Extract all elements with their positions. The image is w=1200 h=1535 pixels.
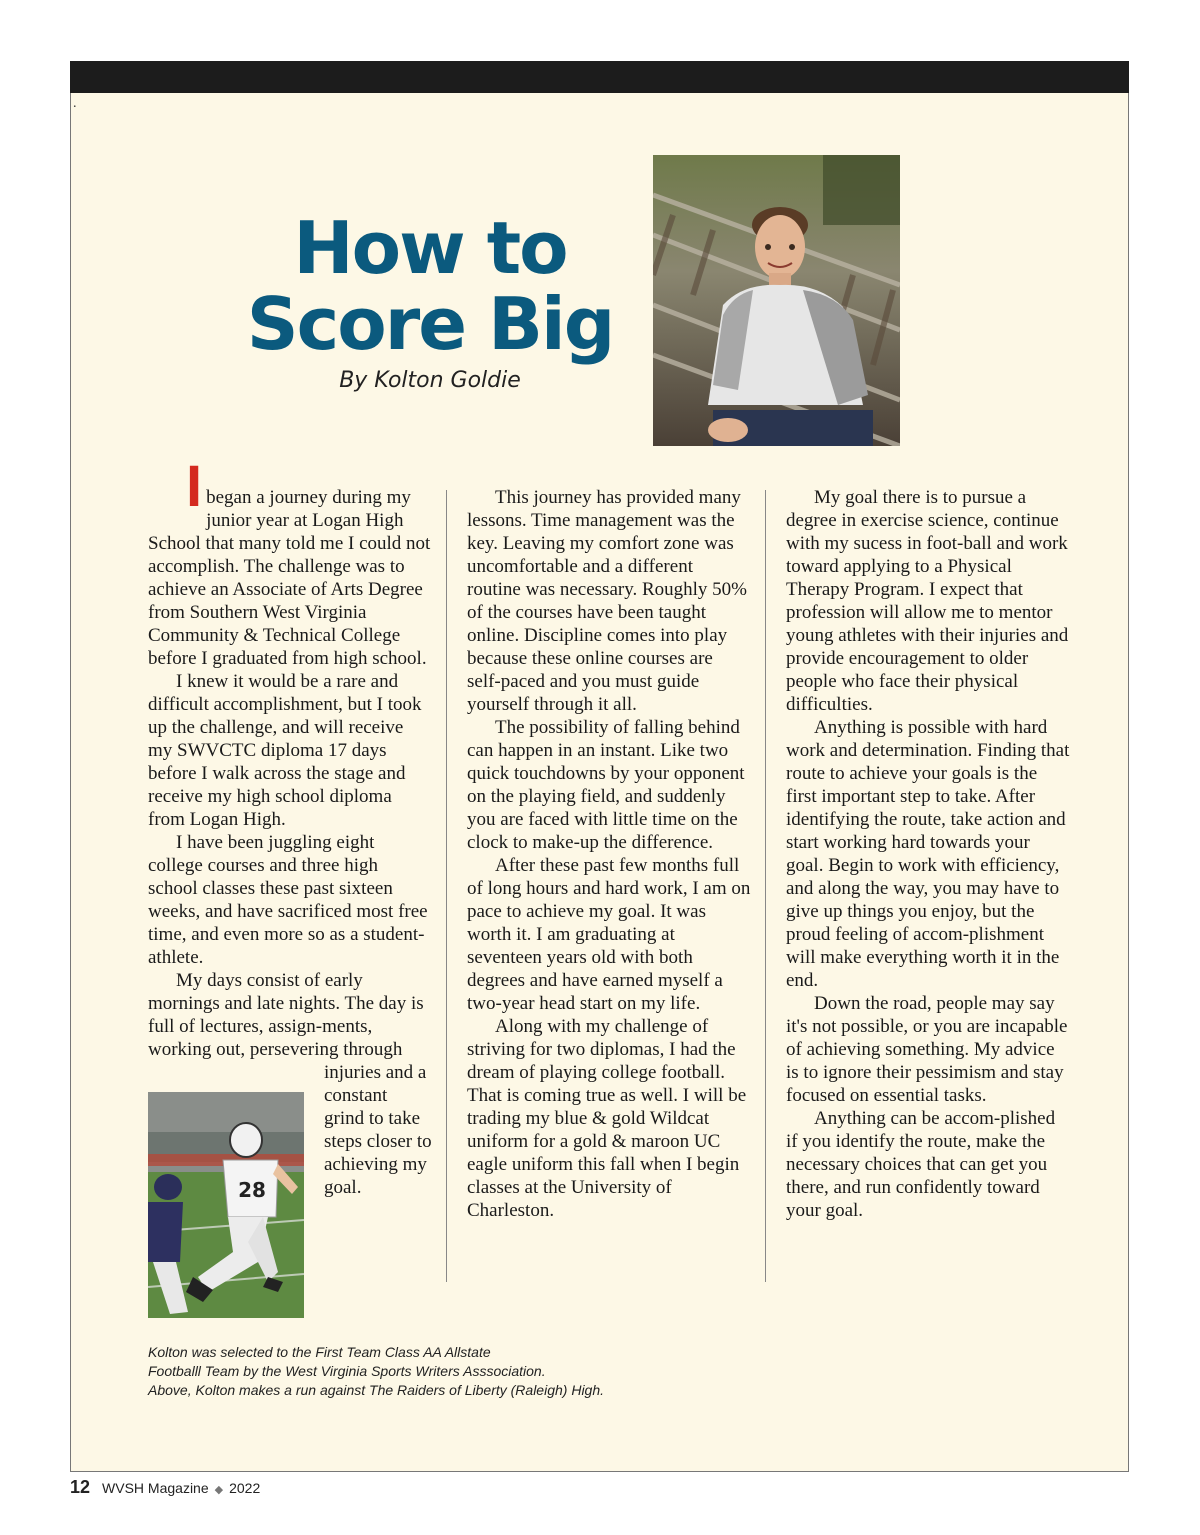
jersey-number: 28 <box>238 1178 266 1202</box>
caption-line: Footballl Team by the West Virginia Sports Writers Asssociation. <box>148 1363 546 1379</box>
header-bar <box>70 61 1129 93</box>
stray-dot: . <box>73 96 77 111</box>
column-rule-2 <box>765 490 766 1282</box>
paragraph: This journey has provided many lessons. Time management was the key. Leaving my comfort zone was uncomfortable and a different routine was necessary. Roughly 50% of the courses have been taught online. Discipline comes into play because these online courses are self-paced and you must guide yourself through it all. <box>467 487 748 715</box>
paragraph-text: began a journey during my junior year at Logan High School that many told me I could not accomplish. The challenge was to achieve an Associate of Arts Degree from Southern West Virginia Community & Technical College before I graduated from high school. <box>148 487 431 669</box>
title-line-2: Score Big <box>246 282 614 366</box>
caption-line: Kolton was selected to the First Team Class AA Allstate <box>148 1344 491 1360</box>
page-footer <box>70 1477 260 1498</box>
publication-year: 2022 <box>229 1480 261 1496</box>
caption-line: Above, Kolton makes a run against The Raiders of Liberty (Raleigh) High. <box>148 1382 605 1398</box>
portrait-photo <box>653 155 900 446</box>
byline: By Kolton Goldie <box>339 368 521 393</box>
paragraph-text: My days consist of early mornings and late nights. The day is full of lectures, assign-ments, working out, persevering <box>148 970 424 1060</box>
title-line-1: How to <box>293 206 567 290</box>
paragraph <box>148 454 432 670</box>
paragraph: Down the road, people may say it's not possible, or you are incapable of achieving something. My advice is to ignore their pessimism and stay focused on essential tasks. <box>786 993 1068 1106</box>
paragraph: My goal there is to pursue a degree in exercise science, continue with my sucess in foot-ball and work toward applying to a Physical Therapy Program. I expect that profession will allow me to mentor young athletes with their injuries and provide encouragement to older people who face their physical difficulties. <box>786 487 1069 715</box>
paragraph: Along with my challenge of striving for two diplomas, I had the dream of playing college football. That is coming true as well. I will be trading my blue & gold Wildcat uniform for a gold & maroon UC eagle uniform this fall when I begin classes at the University of Charleston. <box>467 1016 747 1221</box>
publication-name: WVSH Magazine <box>102 1480 209 1496</box>
diamond-icon: ◆ <box>214 1484 224 1496</box>
paragraph: I knew it would be a rare and difficult accomplishment, but I took up the challenge, and will receive my SWVCTC diploma 17 days before I walk across the stage and receive my high school diploma from Logan High. <box>148 671 422 830</box>
paragraph: After these past few months full of long hours and hard work, I am on pace to achieve my goal. It was worth it. I am graduating at seventeen years old with both degrees and have earned myself a two-year head start on my life. <box>467 855 751 1014</box>
photo-caption <box>148 1343 848 1400</box>
drop-cap: I <box>186 454 203 519</box>
paragraph-text-continued: through injuries and a constant grind to take steps closer to achieving my goal. <box>324 1039 432 1198</box>
paragraph: Anything can be accom-plished if you identify the route, make the necessary choices that can get you there, and run confidently toward your goal. <box>786 1108 1056 1221</box>
article-column-2 <box>467 486 751 1222</box>
paragraph: I have been juggling eight college courses and three high school classes these past sixteen weeks, and have sacrificed most free time, and even more so as a student-athlete. <box>148 832 428 968</box>
page-number: 12 <box>70 1477 91 1497</box>
football-action-photo <box>148 1092 304 1318</box>
article-title <box>240 206 620 366</box>
article-column-3 <box>786 486 1070 1222</box>
paragraph: The possibility of falling behind can happen in an instant. Like two quick touchdowns by your opponent on the playing field, and suddenly you are faced with little time on the clock to make-up the difference. <box>467 717 745 853</box>
column-rule-1 <box>446 490 447 1282</box>
paragraph: Anything is possible with hard work and determination. Finding that route to achieve your goals is the first important step to take. After identifying the route, take action and start working hard towards your goal. Begin to work with efficiency, and along the way, you may have to give up things you enjoy, but the proud feeling of accom-plishment will make everything worth it in the end. <box>786 717 1070 991</box>
